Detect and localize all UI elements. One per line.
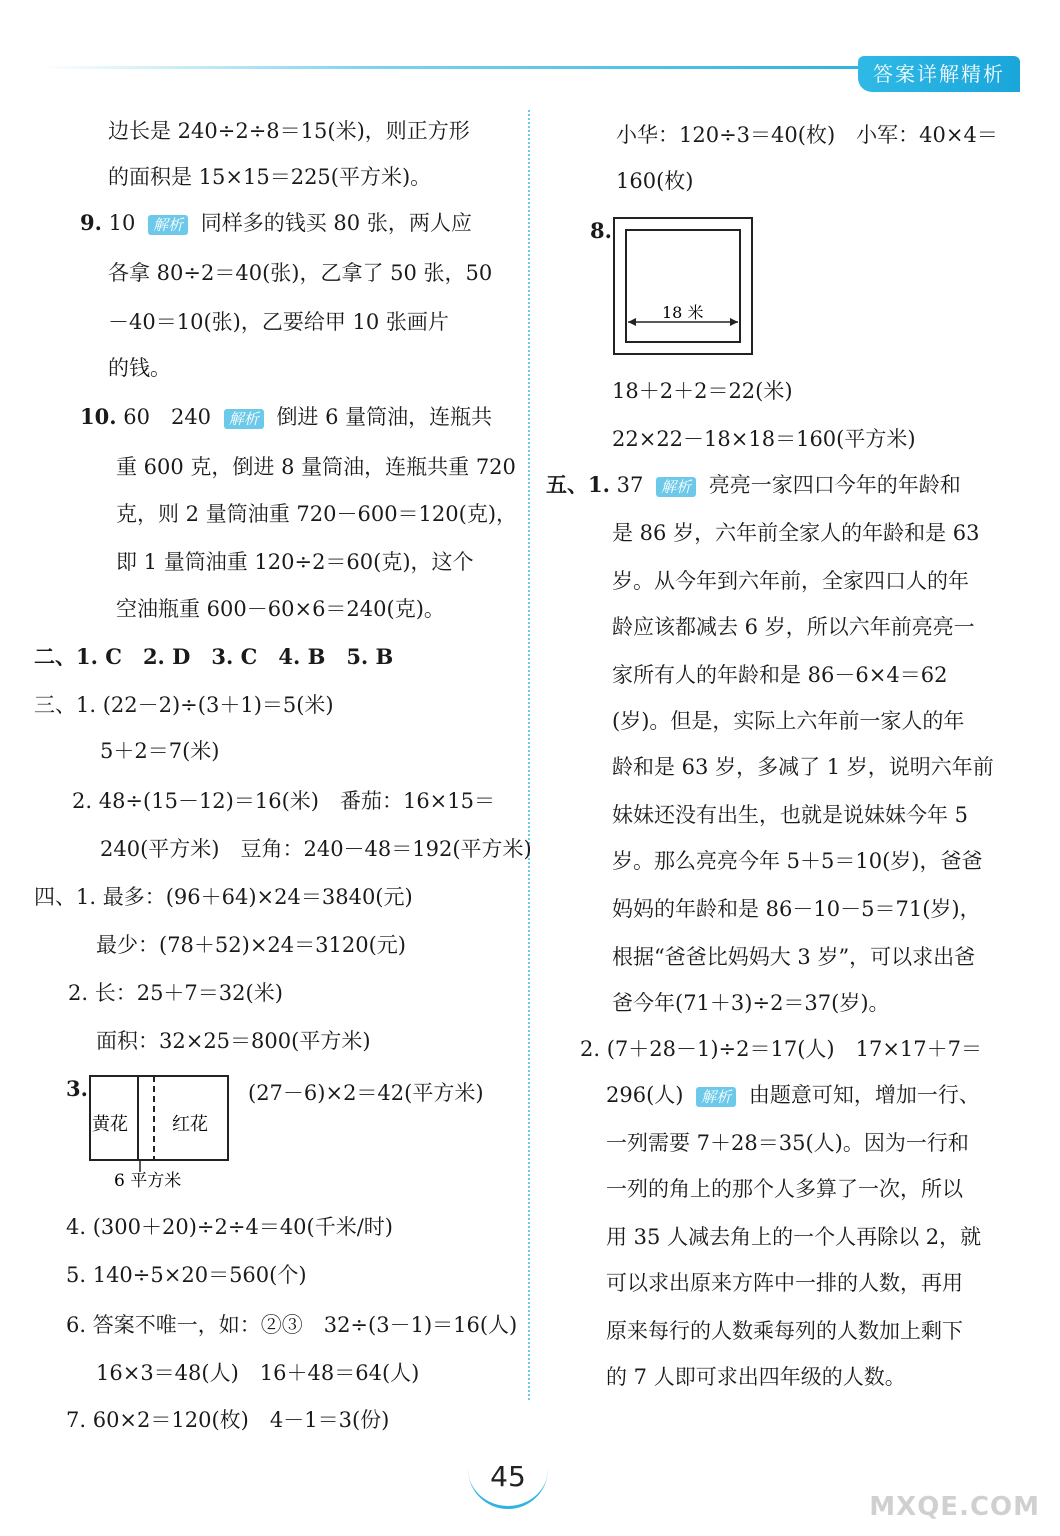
text-line: 克，则 2 量筒油重 720－600＝120(克)，	[116, 502, 518, 526]
text-line: 用 35 人减去角上的一个人再除以 2，就	[606, 1225, 982, 1249]
text-line: 小华：120÷3＝40(枚) 小军：40×4＝	[616, 123, 998, 147]
analysis-tag: 解析	[224, 409, 264, 429]
question-10	[80, 402, 492, 432]
analysis-tag: 解析	[148, 215, 188, 235]
arrow-left	[628, 318, 636, 326]
section-4-q6: 6. 答案不唯一，如：②③ 32÷(3－1)＝16(人)	[66, 1313, 518, 1337]
section-4-q5: 5. 140÷5×20＝560(个)	[66, 1263, 307, 1287]
analysis-tag: 解析	[656, 477, 696, 497]
answer: 10	[108, 211, 136, 235]
text-line: 爸今年(71＋3)÷2＝37(岁)。	[612, 991, 890, 1015]
question-number: 10.	[80, 404, 117, 429]
dimension-label: 18 米	[662, 303, 704, 322]
text-line: 一列需要 7＋28＝35(人)。因为一行和	[606, 1131, 969, 1155]
text-line: 是 86 岁，六年前全家人的年龄和是 63	[612, 521, 980, 545]
text-line: 一列的角上的那个人多算了一次，所以	[606, 1177, 963, 1201]
text-line: 边长是 240÷2÷8＝15(米)，则正方形	[108, 119, 470, 143]
flower-bed-figure	[88, 1074, 234, 1194]
analysis-tag: 解析	[696, 1087, 736, 1107]
text-line	[606, 1080, 980, 1110]
question-9	[80, 208, 472, 238]
text-line: 240(平方米) 豆角：240－48＝192(平方米)	[100, 837, 532, 861]
page-number: 45	[490, 1460, 526, 1493]
text-line: (27－6)×2＝42(平方米)	[248, 1081, 484, 1105]
label-red: 红花	[172, 1114, 208, 1135]
outer-square	[614, 218, 752, 354]
text-line: 16×3＝48(人) 16＋48＝64(人)	[96, 1361, 420, 1385]
answer: 296(人)	[606, 1083, 684, 1107]
section-4-q1: 四、1. 最多：(96＋64)×24＝3840(元)	[34, 885, 413, 909]
text-line: 龄应该都减去 6 岁，所以六年前亮亮一	[612, 615, 975, 639]
label-yellow: 黄花	[92, 1114, 128, 1135]
text-line: (岁)。但是，实际上六年前一家人的年	[612, 709, 965, 733]
text-line: 妹妹还没有出生，也就是说妹妹今年 5	[612, 803, 969, 827]
text-line: 18＋2＋2＝22(米)	[612, 379, 793, 403]
arrow-right	[730, 318, 738, 326]
text-line: 的钱。	[108, 356, 171, 380]
section-4-q2: 2. 长：25＋7＝32(米)	[68, 981, 283, 1005]
answer: 60 240	[123, 405, 212, 429]
section-4-q7: 7. 60×2＝120(枚) 4－1＝3(份)	[66, 1408, 390, 1432]
text-line: 22×22－18×18＝160(平方米)	[612, 427, 916, 451]
header-tab: 答案详解精析	[858, 56, 1020, 92]
question-number: 8.	[590, 218, 612, 243]
question-number: 3.	[66, 1076, 88, 1101]
text-line: 5＋2＝7(米)	[100, 739, 220, 763]
text-line: 最少：(78＋52)×24＝3120(元)	[96, 933, 406, 957]
analysis-text: 倒进 6 量筒油，连瓶共	[276, 405, 493, 429]
text-line: 岁。那么亮亮今年 5＋5＝10(岁)，爸爸	[612, 849, 983, 873]
text-line: 即 1 量筒油重 120÷2＝60(克)，这个	[116, 550, 474, 574]
text-line: 面积：32×25＝800(平方米)	[96, 1029, 371, 1053]
inner-square	[626, 230, 740, 342]
text-line: 各拿 80÷2＝40(张)，乙拿了 50 张，50	[108, 261, 493, 285]
question-number: 五、1.	[546, 472, 610, 497]
text-line: 空油瓶重 600－60×6＝240(克)。	[116, 597, 445, 621]
analysis-text: 由题意可知，增加一行、	[748, 1083, 980, 1107]
section-2: 二、1. C 2. D 3. C 4. B 5. B	[34, 644, 394, 669]
analysis-text: 亮亮一家四口今年的年龄和	[708, 473, 961, 497]
section-5-q1	[546, 470, 961, 500]
text-line: 根据“爸爸比妈妈大 3 岁”，可以求出爸	[612, 945, 976, 969]
answer: 37	[616, 473, 644, 497]
text-line: 160(枚)	[616, 169, 694, 193]
section-5-q2: 2. (7＋28－1)÷2＝17(人) 17×17＋7＝	[580, 1037, 983, 1061]
text-line: 可以求出原来方阵中一排的人数，再用	[606, 1271, 963, 1295]
header-line	[40, 66, 860, 69]
section-3-q2: 2. 48÷(15－12)＝16(米) 番茄：16×15＝	[72, 789, 496, 813]
text-line: 的面积是 15×15＝225(平方米)。	[108, 165, 432, 189]
text-line: 家所有人的年龄和是 86－6×4＝62	[612, 663, 948, 687]
text-line: 龄和是 63 岁，多减了 1 岁，说明六年前	[612, 755, 994, 779]
square-border-figure	[612, 216, 756, 358]
section-3-q1: 三、1. (22－2)÷(3＋1)＝5(米)	[34, 693, 334, 717]
question-number: 9.	[80, 210, 102, 235]
text-line: 岁。从今年到六年前，全家四口人的年	[612, 569, 969, 593]
text-line: 妈妈的年龄和是 86－10－5＝71(岁)，	[612, 897, 981, 921]
text-line: 重 600 克，倒进 8 量筒油，连瓶共重 720	[116, 455, 516, 479]
label-area: 6 平方米	[114, 1171, 182, 1191]
text-line: －40＝10(张)，乙要给甲 10 张画片	[108, 310, 449, 334]
column-divider	[528, 110, 530, 1400]
section-4-q4: 4. (300＋20)÷2÷4＝40(千米/时)	[66, 1215, 393, 1239]
watermark: MXQE.COM	[869, 1492, 1040, 1522]
text-line: 原来每行的人数乘每列的人数加上剩下	[606, 1319, 963, 1343]
analysis-text: 同样多的钱买 80 张，两人应	[200, 211, 472, 235]
text-line: 的 7 人即可求出四年级的人数。	[606, 1365, 906, 1389]
